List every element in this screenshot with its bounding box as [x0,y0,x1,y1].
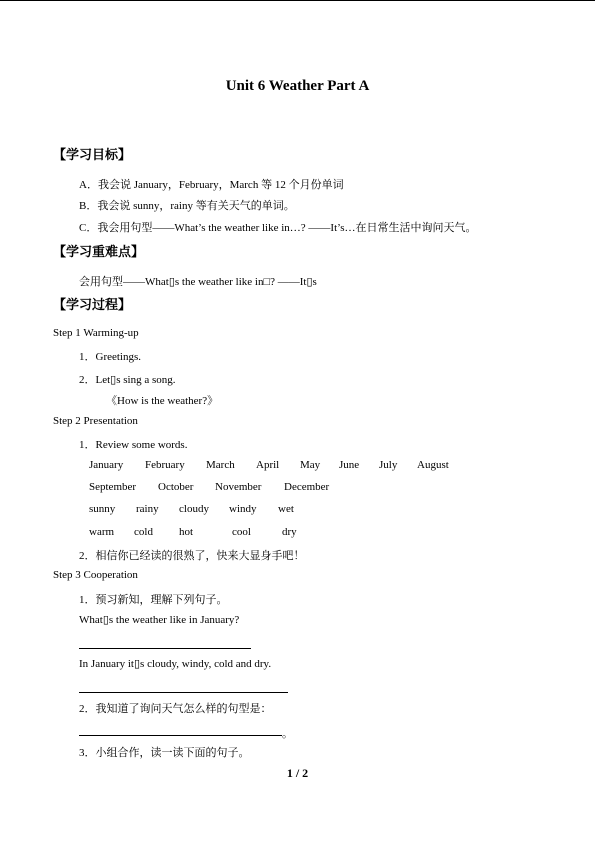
word: June [339,459,360,471]
word: March [206,459,235,471]
answer-blank-2[interactable] [79,692,288,693]
word: rainy [136,503,159,515]
word: wet [278,503,294,515]
page-title: Unit 6 Weather Part A [225,78,370,94]
word: November [215,481,262,493]
step1-label: Step 1 Warming-up [53,327,139,339]
word: May [300,459,321,471]
answer-blank-3[interactable] [79,735,282,736]
step1-item-1: 1．Greetings. [79,351,142,363]
step3-item-1: 1．预习新知，理解下列句子。 [79,594,228,606]
step1-item-2: 2．Let▯s sing a song. [79,374,176,386]
word: August [417,459,449,471]
step1-song-title: 《How is the weather?》 [106,395,219,407]
blank-period: 。 [282,728,293,740]
word: cool [232,526,251,538]
goals-heading: 【学习目标】 [53,148,132,163]
process-heading: 【学习过程】 [53,298,132,313]
word: December [284,481,330,493]
word: September [89,481,137,493]
word: January [89,459,124,471]
page-number: 1 / 2 [286,766,309,780]
step2-item-2: 2．相信你已经读的很熟了，快来大显身手吧！ [79,550,305,562]
goal-item-b: B．我会说 sunny，rainy 等有关天气的单词。 [79,200,295,212]
word: cloudy [179,503,209,515]
word: cold [134,526,153,538]
answer-sentence: In January it▯s cloudy, windy, cold and dry. [79,658,272,670]
page-top-border [0,0,595,1]
question-sentence: What▯s the weather like in January? [79,614,240,626]
word: hot [179,526,194,538]
word: July [379,459,398,471]
word: February [145,459,185,471]
key-points-heading: 【学习重难点】 [53,245,145,260]
word: dry [282,526,297,538]
step3-item-2: 2．我知道了询问天气怎么样的句型是： [79,703,272,715]
step2-label: Step 2 Presentation [53,415,138,427]
step2-item-1: 1．Review some words. [79,439,188,451]
answer-blank-1[interactable] [79,648,251,649]
step3-item-3: 3．小组合作，读一读下面的句子。 [79,747,250,759]
word: October [158,481,194,493]
word: warm [89,526,115,538]
goal-item-a: A．我会说 January，February，March 等 12 个月份单词 [79,179,344,191]
step3-label: Step 3 Cooperation [53,569,138,581]
key-points-text: 会用句型——What▯s the weather like in□? ——It▯s [79,276,317,288]
word: windy [229,503,257,515]
word: sunny [89,503,116,515]
goal-item-c: C．我会用句型——What’s the weather like in…? ——It’s…在日常生活中询问天气。 [79,222,477,234]
word: April [256,459,280,471]
